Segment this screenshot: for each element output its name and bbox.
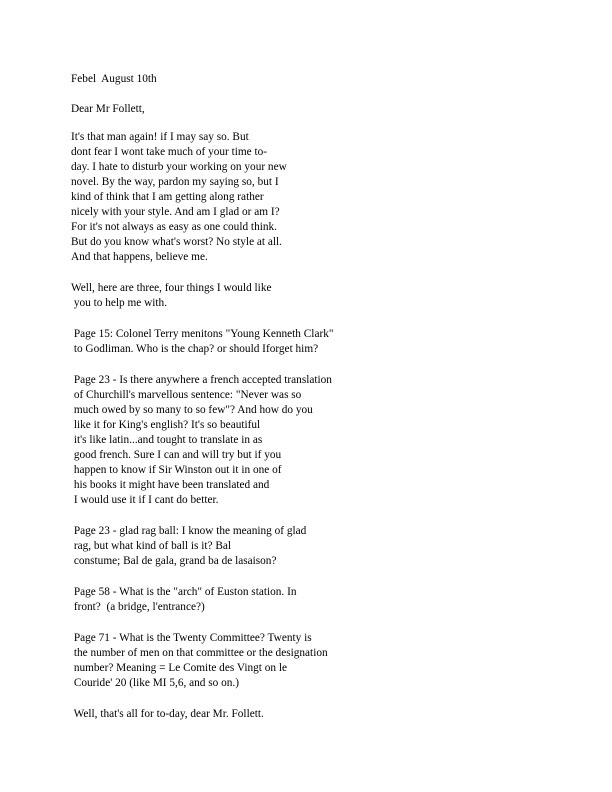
paragraph-line: to Godliman. Who is the chap? or should Iforget him? <box>71 343 319 355</box>
paragraph-line: number? Meaning = Le Comite des Vingt on le <box>71 662 288 674</box>
paragraph-line: like it for King's english? It's so beautiful <box>71 419 261 431</box>
paragraph-line: dont fear I wont take much of your time to- <box>71 146 268 158</box>
paragraph-line: Couride' 20 (like MI 5,6, and so on.) <box>71 677 240 689</box>
paragraph-line: good french. Sure I can and will try but if you <box>71 449 282 461</box>
paragraph-line: Page 15: Colonel Terry menitons "Young Kenneth Clark" <box>71 328 334 340</box>
paragraph-line: rag, but what kind of ball is it? Bal <box>71 540 232 552</box>
paragraph-line: novel. By the way, pardon my saying so, but I <box>71 176 279 188</box>
paragraph-line: nicely with your style. And am I glad or am I? <box>71 206 280 218</box>
paragraph-line: happen to know if Sir Winston out it in one of <box>71 464 282 476</box>
paragraph-line: Well, that's all for to-day, dear Mr. Follett. <box>71 708 264 720</box>
paragraph-line: kind of think that I am getting along rather <box>71 191 264 203</box>
paragraph-line: constume; Bal de gala, grand ba de lasaison? <box>71 555 277 567</box>
paragraph-line: his books it might have been translated and <box>71 479 270 491</box>
paragraph-line: I would use it if I cant do better. <box>71 494 219 506</box>
paragraph-line: It's that man again! if I may say so. But <box>71 131 249 143</box>
paragraph-line: And that happens, believe me. <box>71 251 208 263</box>
salutation: Dear Mr Follett, <box>71 103 145 115</box>
paragraph-line: Page 71 - What is the Twenty Committee? Twenty is <box>71 632 312 644</box>
paragraph-line: Page 23 - glad rag ball: I know the meaning of glad <box>71 525 307 537</box>
paragraph-line: Page 23 - Is there anywhere a french accepted translation <box>71 374 332 386</box>
paragraph-line: Page 58 - What is the "arch" of Euston station. In <box>71 586 297 598</box>
paragraph-line: the number of men on that committee or the designation <box>71 647 328 659</box>
paragraph-line: Well, here are three, four things I would like <box>71 282 272 294</box>
paragraph-line: you to help me with. <box>71 297 168 309</box>
paragraph-line: of Churchill's marvellous sentence: "Never was so <box>71 389 302 401</box>
dateline: Febel August 10th <box>71 73 157 85</box>
paragraph-line: But do you know what's worst? No style at all. <box>71 236 283 248</box>
paragraph-line: day. I hate to disturb your working on your new <box>71 161 287 173</box>
paragraph-line: For it's not always as easy as one could think. <box>71 221 277 233</box>
paragraph-line: front? (a bridge, l'entrance?) <box>71 601 205 613</box>
paragraph-line: much owed by so many to so few"? And how do you <box>71 404 313 416</box>
paragraph-line: it's like latin...and tought to translate in as <box>71 434 263 446</box>
